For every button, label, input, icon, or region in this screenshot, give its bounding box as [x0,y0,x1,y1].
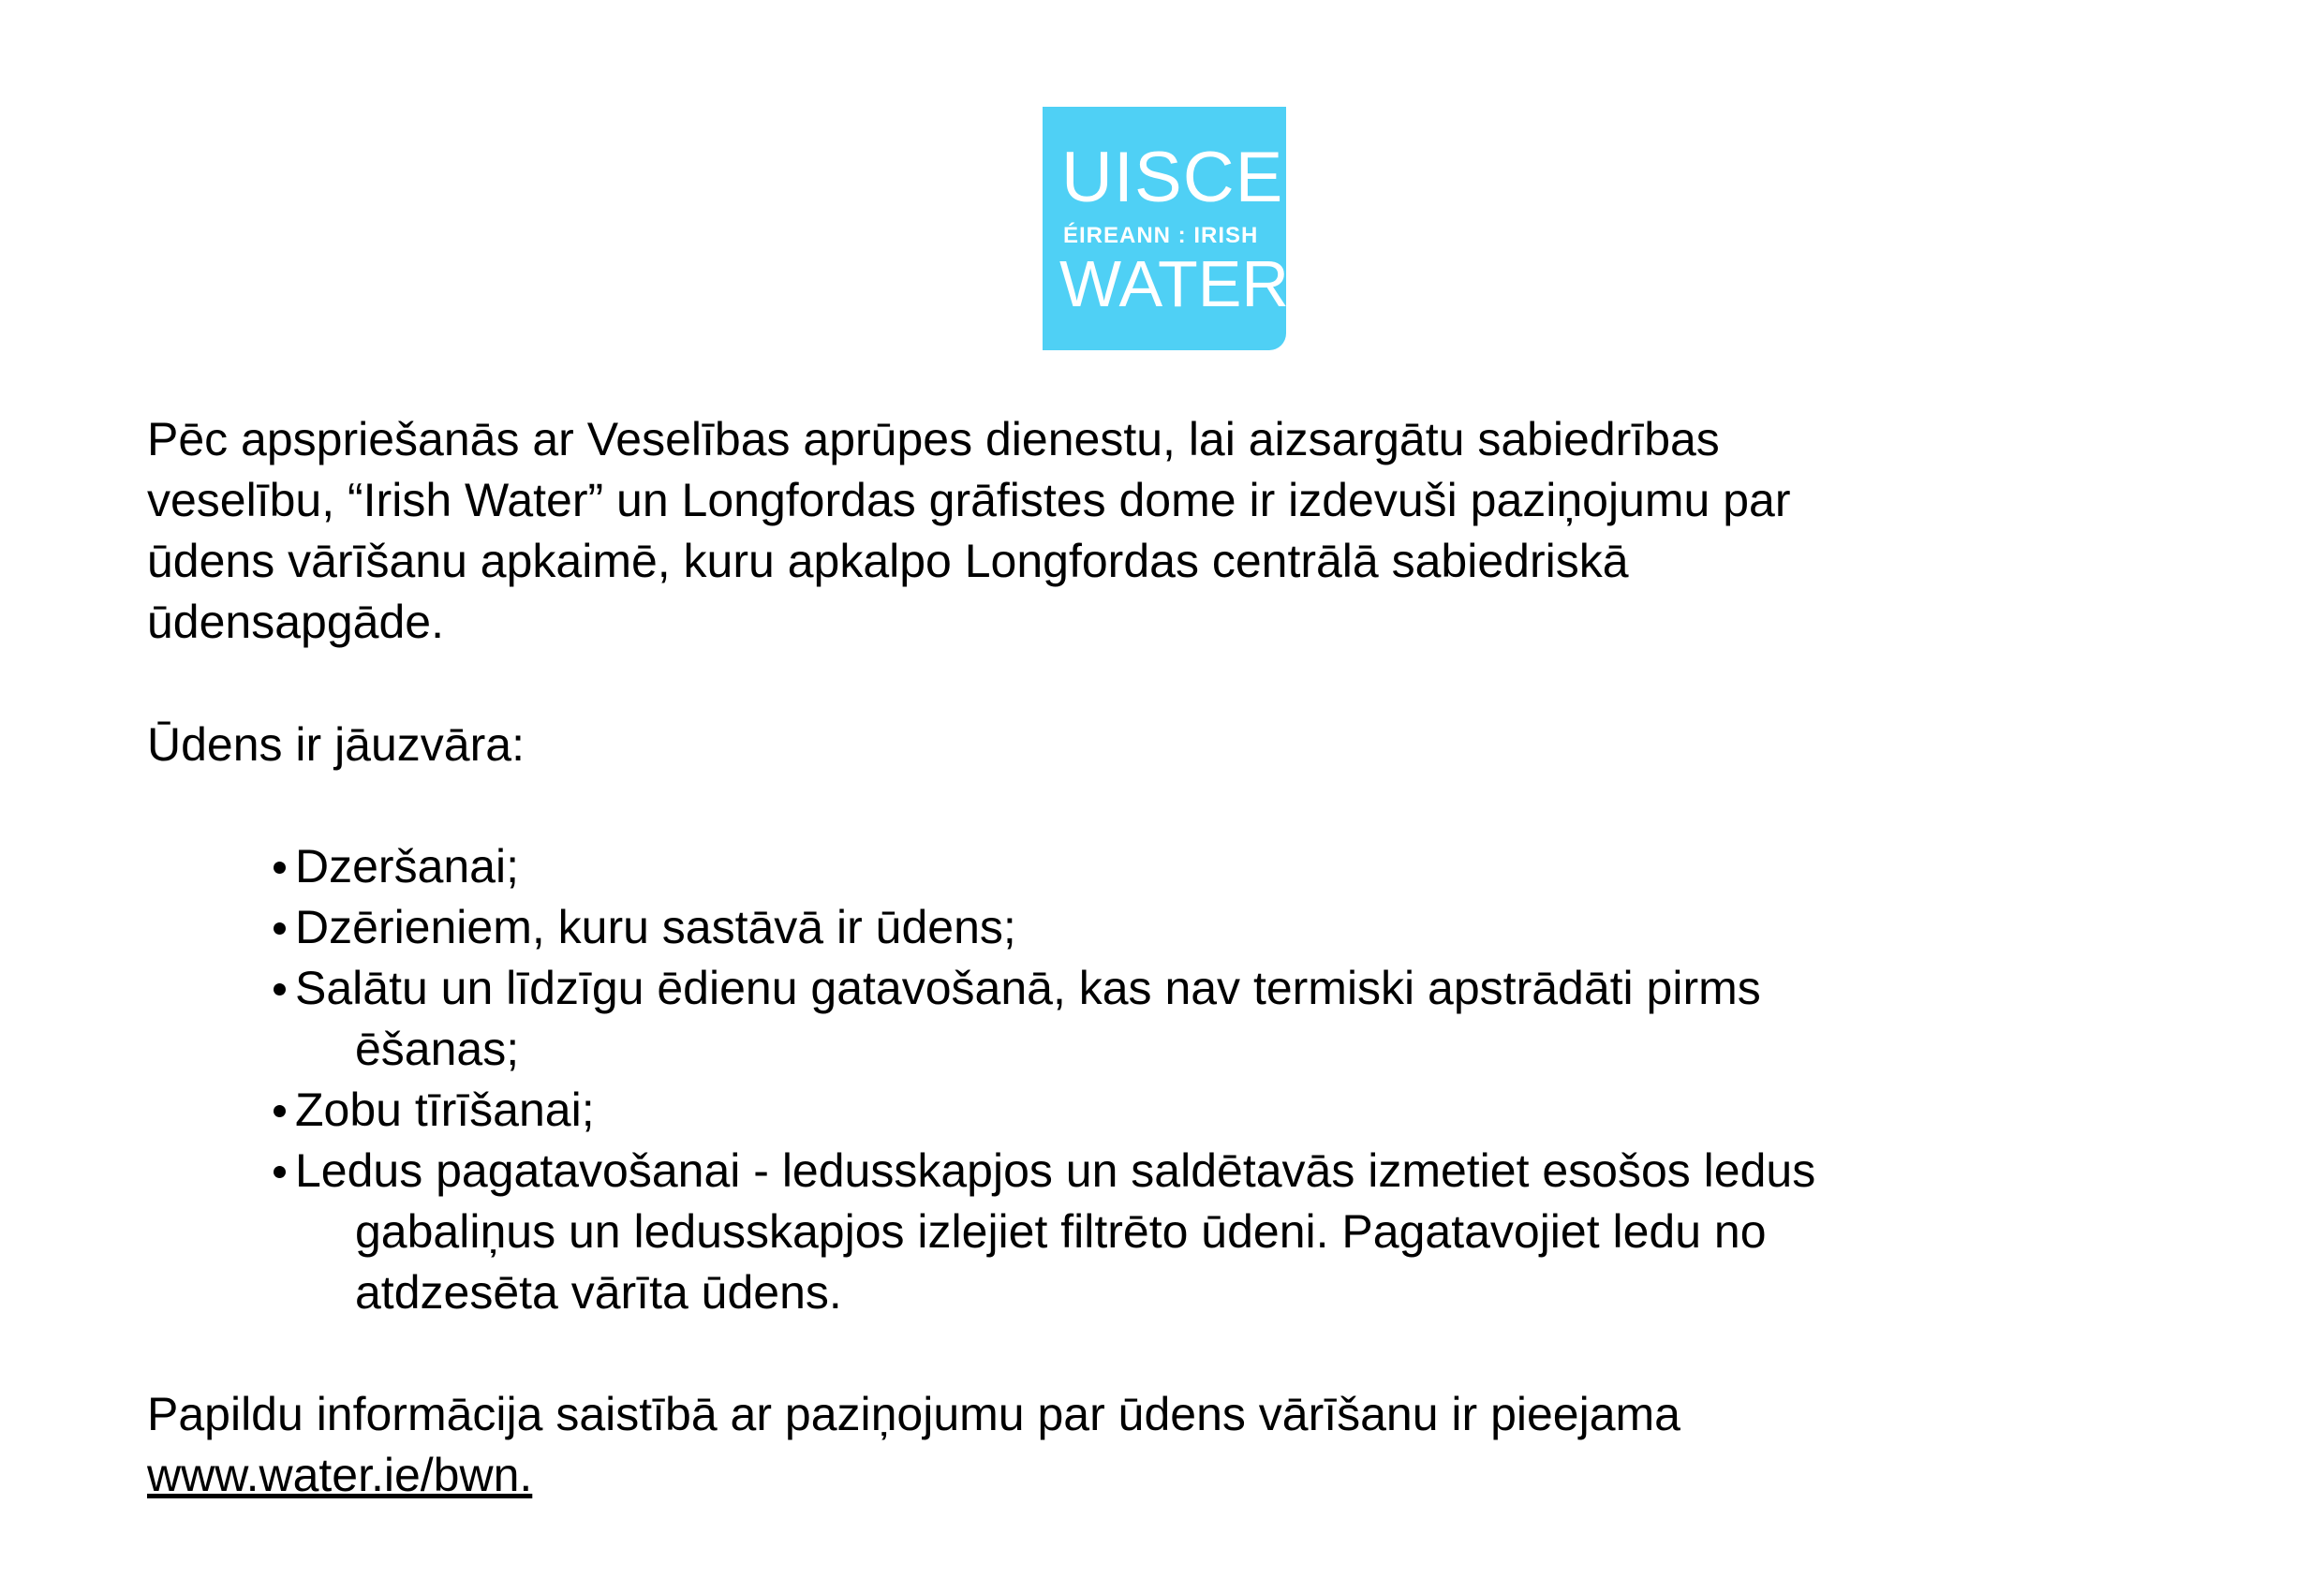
list-item-continuation: gabaliņus un ledusskapjos izlejiet filtrēto ūdeni. Pagatavojiet ledu no [355,1205,1767,1258]
logo-eireann-irish: ÉIREANN : IRISH [1063,223,1259,248]
paragraph-line: ūdens vārīšanu apkaimē, kuru apkalpo Longfordas centrālā sabiedriskā [147,535,1629,587]
footer-text: Papildu informācija saistībā ar paziņojumu par ūdens vārīšanu ir pieejama [147,1388,1680,1440]
list-item-continuation: atdzesēta vārīta ūdens. [355,1266,842,1319]
footer-link[interactable]: www.water.ie/bwn. [147,1449,533,1501]
list-item-text: Ledus pagatavošanai - ledusskapjos un saldētavās izmetiet esošos ledus [295,1144,1816,1197]
irish-water-logo [1043,107,1289,350]
bullet-icon [274,1105,286,1117]
list-item-text: Zobu tīrīšanai; [295,1084,595,1136]
list-item-text: Dzeršanai; [295,840,519,892]
paragraph-line: ūdensapgāde. [147,596,444,648]
list-item [274,897,1016,958]
bullet-icon [274,983,286,995]
list-item [274,1141,1815,1202]
bullet-icon [274,862,286,874]
list-item [274,836,519,897]
list-item-text: Dzērieniem, kuru sastāvā ir ūdens; [295,901,1016,953]
logo-uisce: UISCE [1061,138,1284,217]
list-item [274,1080,595,1141]
list-item-text: Salātu un līdzīgu ēdienu gatavošanā, kas nav termiski apstrādāti pirms [295,962,1761,1014]
intro-heading: Ūdens ir jāuzvāra: [147,718,525,771]
logo-water: WATER [1059,247,1289,320]
list-item-continuation: ēšanas; [355,1023,520,1075]
bullet-icon [274,922,286,935]
paragraph-line: Pēc apspriešanās ar Veselības aprūpes dienestu, lai aizsargātu sabiedrības [147,413,1720,465]
list-item [274,958,1761,1019]
bullet-icon [274,1166,286,1178]
paragraph-line: veselību, “Irish Water” un Longfordas grāfistes dome ir izdevuši paziņojumu par [147,474,1791,526]
